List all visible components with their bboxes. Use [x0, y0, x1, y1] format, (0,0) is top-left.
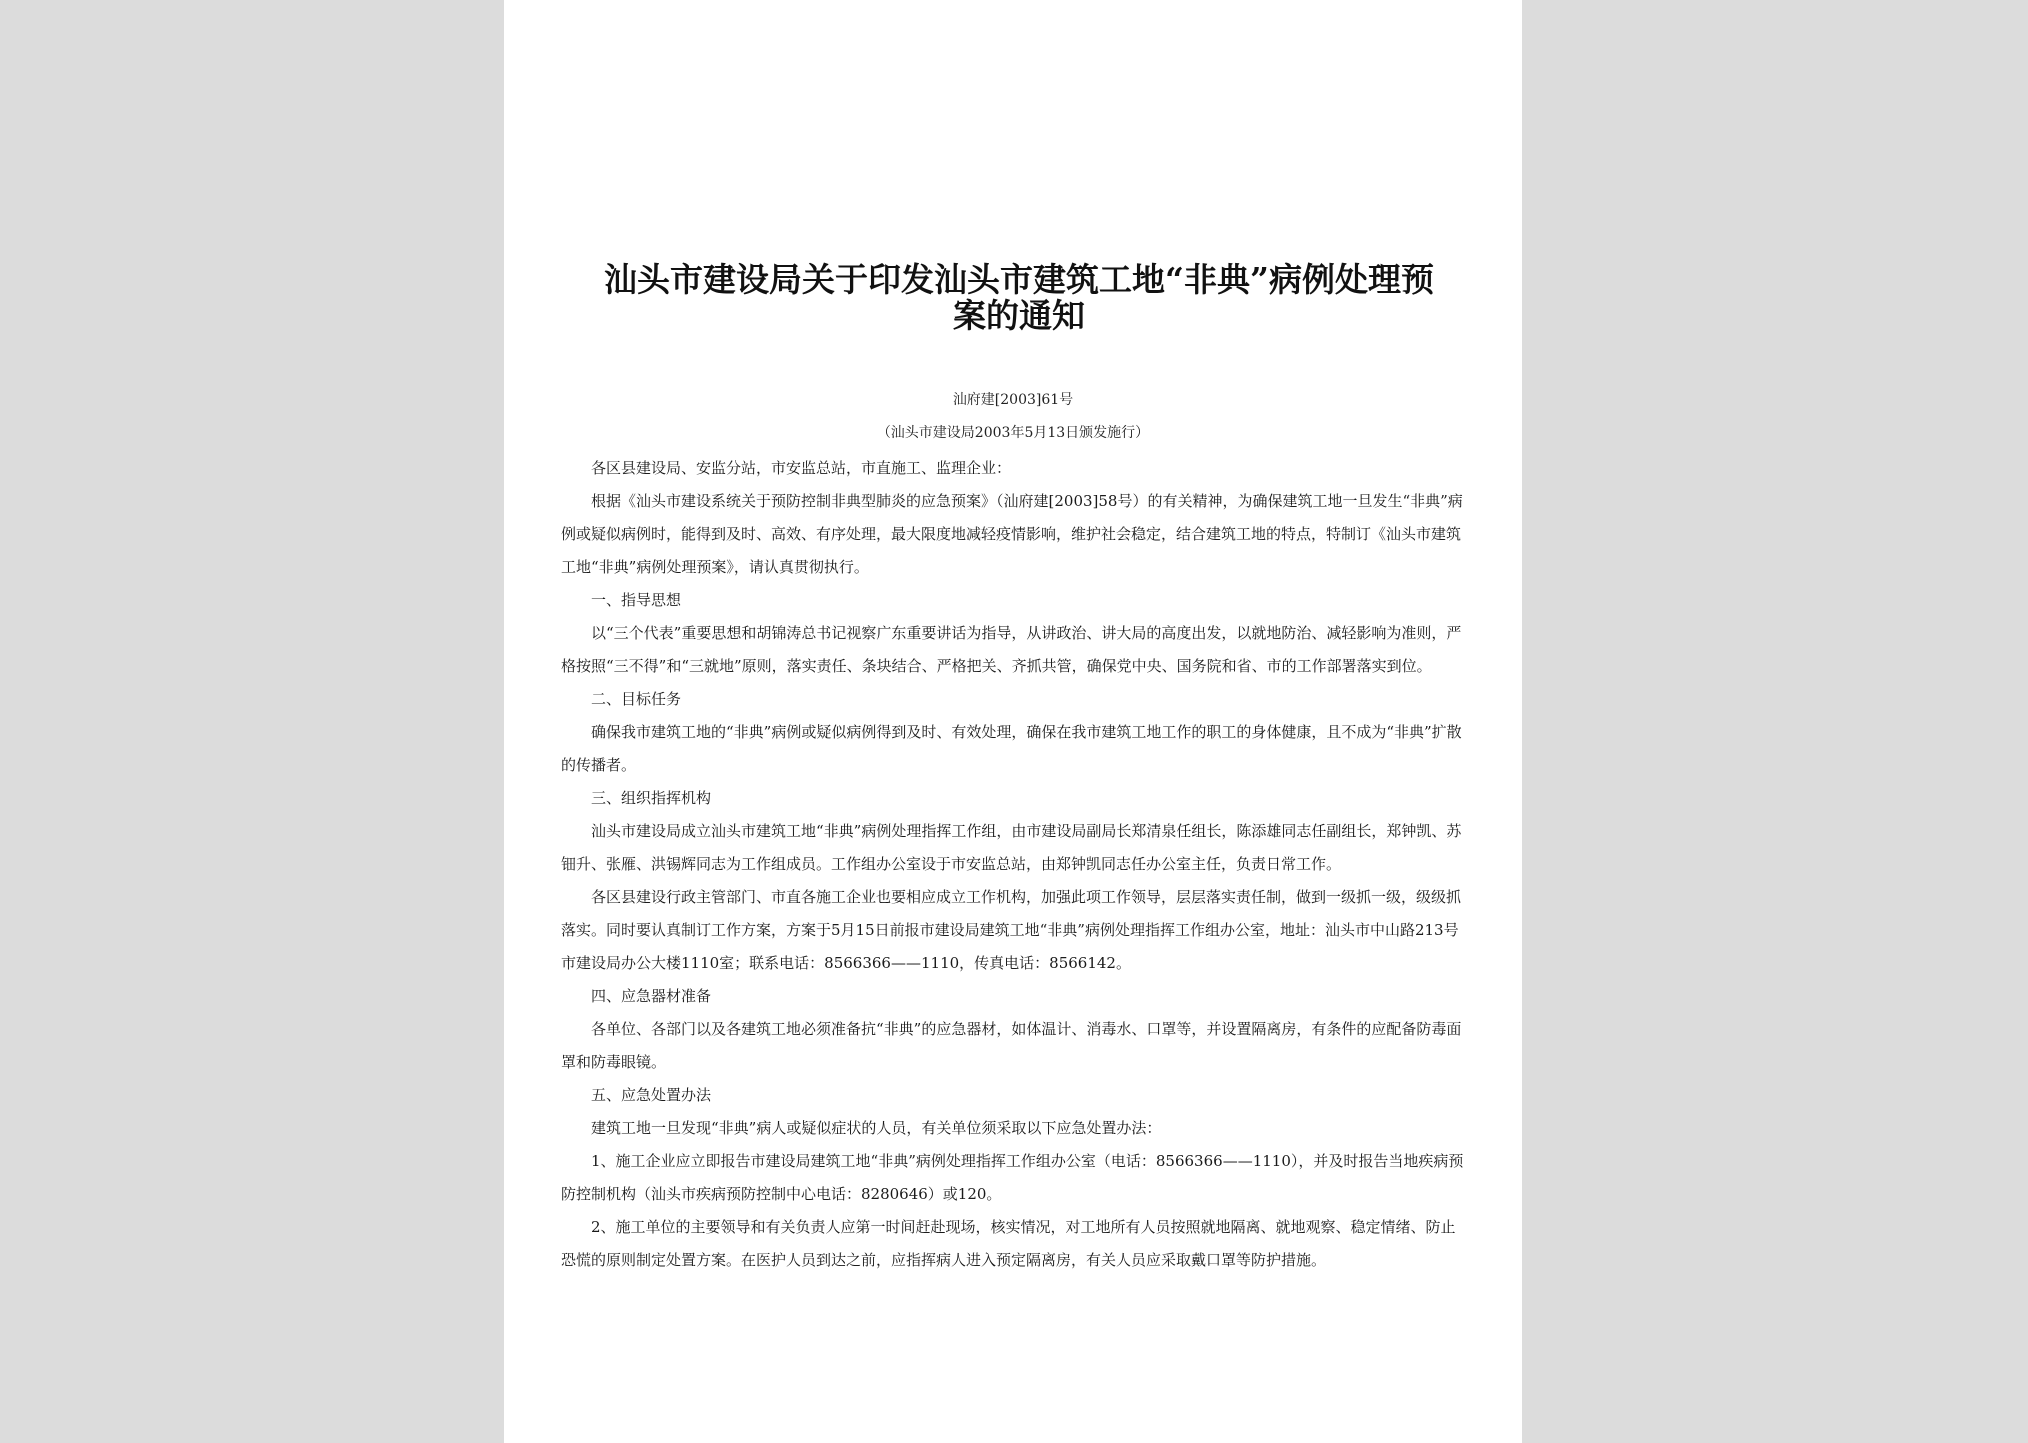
paragraph: 以“三个代表”重要思想和胡锦涛总书记视察广东重要讲话为指导，从讲政治、讲大局的高度出发，以就地防治、减轻影响为准则，严格按照“三不得”和“三就地”原则，落实责任、条块结合、严格把关、齐抓共管，确保党中央、国务院和省、市的工作部署落实到位。 — [561, 624, 1462, 675]
paragraph: 各区县建设局、安监分站，市安监总站，市直施工、监理企业： — [591, 459, 1012, 477]
paragraph: 确保我市建筑工地的“非典”病例或疑似病例得到及时、有效处理，确保在我市建筑工地工作的职工的身体健康，且不成为“非典”扩散的传播者。 — [561, 723, 1462, 774]
paragraph: 2、施工单位的主要领导和有关负责人应第一时间赶赴现场，核实情况，对工地所有人员按照就地隔离、就地观察、稳定情绪、防止恐慌的原则制定处置方案。在医护人员到达之前，应指挥病人进入预定隔离房，有关人员应采取戴口罩等防护措施。 — [561, 1218, 1456, 1269]
section-heading: 四、应急器材准备 — [591, 987, 712, 1005]
section-heading: 三、组织指挥机构 — [591, 789, 712, 807]
document-title: 汕头市建设局关于印发汕头市建筑工地“非典”病例处理预案的通知 — [604, 260, 1434, 335]
paragraph: 根据《汕头市建设系统关于预防控制非典型肺炎的应急预案》（汕府建[2003]58号）的有关精神，为确保建筑工地一旦发生“非典”病例或疑似病例时，能得到及时、高效、有序处理，最大限度地减轻疫情影响，维护社会稳定，结合建筑工地的特点，特制订《汕头市建筑工地“非典”病例处理预案》，请认真贯彻执行。 — [561, 492, 1463, 576]
section-heading: 五、应急处置办法 — [591, 1086, 712, 1104]
document-body — [561, 452, 1469, 1277]
section-heading: 一、指导思想 — [591, 591, 682, 609]
document-number: 汕府建[2003]61号 — [952, 392, 1074, 408]
paragraph: 1、施工企业应立即报告市建设局建筑工地“非典”病例处理指挥工作组办公室（电话：8566366——1110），并及时报告当地疾病预防控制机构（汕头市疾病预防控制中心电话：8280646）或120。 — [561, 1152, 1464, 1203]
paragraph: 各区县建设行政主管部门、市直各施工企业也要相应成立工作机构，加强此项工作领导，层层落实责任制，做到一级抓一级，级级抓落实。同时要认真制订工作方案，方案于5月15日前报市建设局建筑工地“非典”病例处理指挥工作组办公室，地址：汕头市中山路213号市建设局办公大楼1110室；联系电话：8566366——1110，传真电话：8566142。 — [561, 888, 1462, 972]
paragraph: 各单位、各部门以及各建筑工地必须准备抗“非典”的应急器材，如体温计、消毒水、口罩等，并设置隔离房，有条件的应配备防毒面罩和防毒眼镜。 — [561, 1020, 1462, 1071]
section-heading: 二、目标任务 — [591, 690, 682, 708]
paragraph: 汕头市建设局成立汕头市建筑工地“非典”病例处理指挥工作组，由市建设局副局长郑清泉任组长，陈添雄同志任副组长，郑钟凯、苏钿升、张雁、洪锡辉同志为工作组成员。工作组办公室设于市安监总站，由郑钟凯同志任办公室主任，负责日常工作。 — [561, 822, 1462, 873]
document-page — [504, 0, 1522, 1443]
paragraph: 建筑工地一旦发现“非典”病人或疑似症状的人员，有关单位须采取以下应急处置办法： — [591, 1119, 1162, 1137]
issued-note: （汕头市建设局2003年5月13日颁发施行） — [876, 425, 1150, 441]
